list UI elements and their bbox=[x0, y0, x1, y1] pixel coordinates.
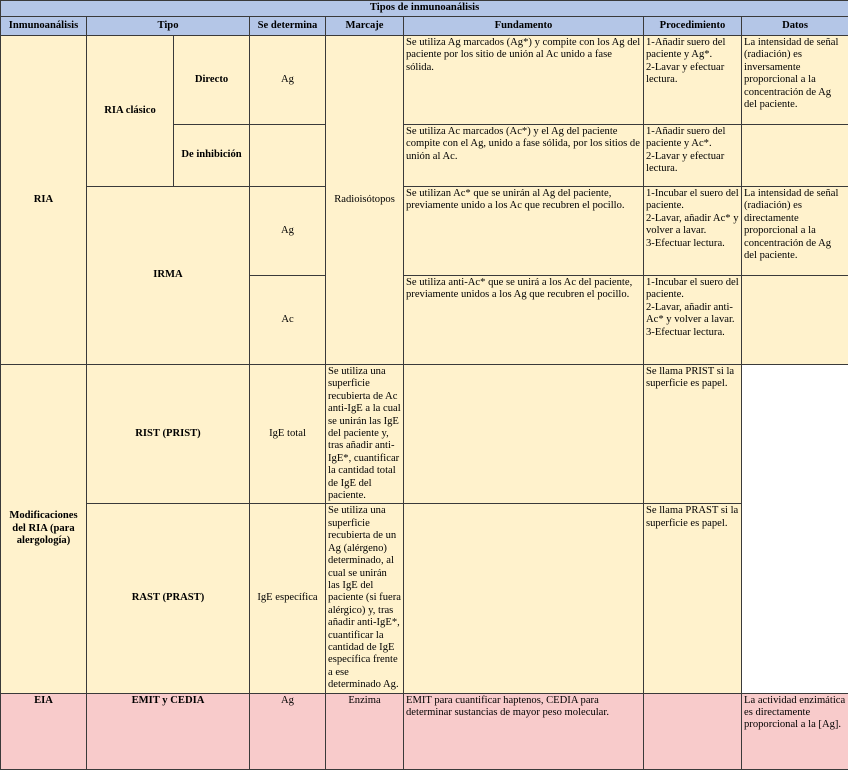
subtype-irma: IRMA bbox=[87, 187, 250, 365]
subtype-emit-cedia: EMIT y CEDIA bbox=[87, 693, 250, 769]
marcaje-radioisotopos: Radioisótopos bbox=[326, 36, 404, 365]
irma-ag-se-determina: Ag bbox=[250, 187, 326, 276]
header-procedimiento: Procedimiento bbox=[644, 17, 742, 36]
inhibicion-se-determina bbox=[250, 125, 326, 187]
subtype-ria-clasico: RIA clásico bbox=[87, 36, 174, 187]
irma-ag-procedimiento: 1-Incubar el suero del paciente. 2-Lavar, añadir Ac* y volver a lavar. 3-Efectuar lectura. bbox=[644, 187, 742, 276]
rist-datos: Se llama PRIST si la superficie es papel. bbox=[644, 365, 742, 504]
subtype-de-inhibicion: De inhibición bbox=[174, 125, 250, 187]
eia-se-determina: Ag bbox=[250, 693, 326, 769]
rist-fundamento: Se utiliza una superficie recubierta de Ac anti-IgE a la cual se unirán las IgE del paciente y, tras añadir anti-IgE*, cuantificar la cantidad total de IgE del paciente. bbox=[326, 365, 404, 504]
rist-se-determina: IgE total bbox=[250, 365, 326, 504]
directo-datos: La intensidad de señal (radiación) es inversamente proporcional a la concentración de Ag del paciente. bbox=[742, 36, 848, 125]
header-inmunoanalisis: Inmunoanálisis bbox=[1, 17, 87, 36]
subtype-rast: RAST (PRAST) bbox=[87, 504, 250, 693]
header-datos: Datos bbox=[742, 17, 848, 36]
eia-procedimiento bbox=[644, 693, 742, 769]
rist-procedimiento bbox=[404, 365, 644, 504]
irma-ac-se-determina: Ac bbox=[250, 276, 326, 365]
rast-datos: Se llama PRAST si la superficie es papel. bbox=[644, 504, 742, 693]
eia-datos: La actividad enzimática es directamente proporcional a la [Ag]. bbox=[742, 693, 848, 769]
table-row bbox=[1, 693, 848, 769]
header-fundamento: Fundamento bbox=[404, 17, 644, 36]
subtype-rist: RIST (PRIST) bbox=[87, 365, 250, 504]
rast-fundamento: Se utiliza una superficie recubierta de un Ag (alérgeno) determinado, al cual se unirán las IgE del paciente (si fuera alérgico) y, tras añadir anti-IgE*, cuantificar la cantidad de IgE específica frente a ese determinado Ag. bbox=[326, 504, 404, 693]
table-title: Tipos de inmunoanálisis bbox=[1, 1, 848, 17]
group-ria: RIA bbox=[1, 36, 87, 365]
directo-procedimiento: 1-Añadir suero del paciente y Ag*. 2-Lavar y efectuar lectura. bbox=[644, 36, 742, 125]
irma-ac-fundamento: Se utiliza anti-Ac* que se unirá a los Ac del paciente, previamente unidos a los Ag que recubren el pocillo. bbox=[404, 276, 644, 365]
header-se-determina: Se determina bbox=[250, 17, 326, 36]
irma-ag-fundamento: Se utilizan Ac* que se unirán al Ag del paciente, previamente unido a los Ac que recubren el pocillo. bbox=[404, 187, 644, 276]
table-row bbox=[1, 36, 848, 125]
table-row bbox=[1, 365, 848, 504]
header-row bbox=[1, 17, 848, 36]
group-eia: EIA bbox=[1, 693, 87, 769]
table-row bbox=[1, 187, 848, 276]
marcaje-enzima: Enzima bbox=[326, 693, 404, 769]
irma-ac-datos bbox=[742, 276, 848, 365]
directo-se-determina: Ag bbox=[250, 36, 326, 125]
header-marcaje: Marcaje bbox=[326, 17, 404, 36]
irma-ac-procedimiento: 1-Incubar el suero del paciente. 2-Lavar, añadir anti-Ac* y volver a lavar. 3-Efectuar lectura. bbox=[644, 276, 742, 365]
directo-fundamento: Se utiliza Ag marcados (Ag*) y compite con los Ag del paciente por los sitio de unión al Ac unido a fase sólida. bbox=[404, 36, 644, 125]
eia-fundamento: EMIT para cuantificar haptenos, CEDIA para determinar sustancias de mayor peso molecular. bbox=[404, 693, 644, 769]
inhibicion-datos bbox=[742, 125, 848, 187]
inhibicion-fundamento: Se utiliza Ac marcados (Ac*) y el Ag del paciente compite con el Ag, unido a fase sólida, por los sitios de unión al Ac. bbox=[404, 125, 644, 187]
irma-ag-datos: La intensidad de señal (radiación) es directamente proporcional a la concentración de Ag del paciente. bbox=[742, 187, 848, 276]
subtype-directo: Directo bbox=[174, 36, 250, 125]
title-row bbox=[1, 1, 848, 17]
inhibicion-procedimiento: 1-Añadir suero del paciente y Ac*. 2-Lavar y efectuar lectura. bbox=[644, 125, 742, 187]
group-modificaciones: Modificaciones del RIA (para alergología) bbox=[1, 365, 87, 694]
header-tipo: Tipo bbox=[87, 17, 250, 36]
rast-se-determina: IgE específica bbox=[250, 504, 326, 693]
